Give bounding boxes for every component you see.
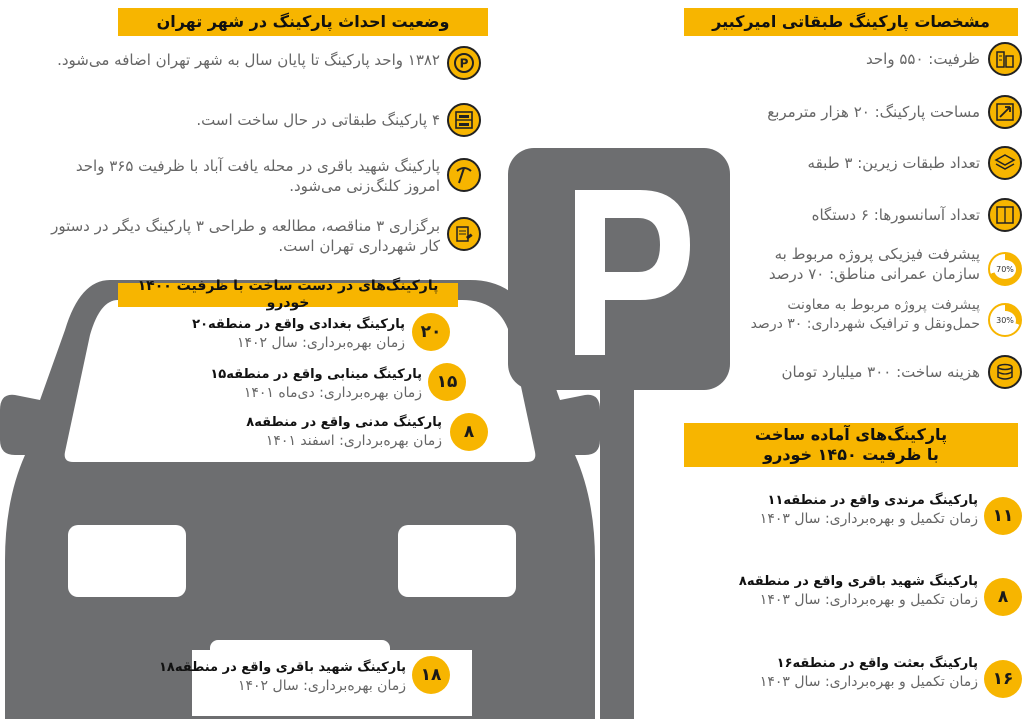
spec-text: هزینه ساخت: ۳۰۰ میلیارد تومان (781, 363, 980, 381)
car-item-text (180, 414, 442, 450)
spec-text: تعداد طبقات زیرین: ۳ طبقه (807, 154, 980, 172)
left-item-text: ۱۳۸۲ واحد پارکینگ تا پایان سال به شهر تهران اضافه می‌شود. (57, 51, 440, 69)
ready-item-title: پارکینگ بعثت واقع در منطقه۱۶ (776, 656, 978, 671)
car-item-text (160, 366, 422, 402)
car-headlight-right (398, 525, 516, 597)
ready-item-subtitle: زمان تکمیل و بهره‌برداری: سال ۱۴۰۳ (759, 591, 978, 608)
parking-sign-pole (600, 350, 634, 719)
ready-header-line1: پارکینگ‌های آماده ساخت (754, 425, 948, 444)
building-icon (988, 42, 1022, 76)
car-item-subtitle: زمان بهره‌برداری: دی‌ماه ۱۴۰۱ (243, 384, 422, 401)
ready-item-title: پارکینگ شهید باقری واقع در منطقه۸ (738, 574, 978, 589)
elevator-icon (988, 198, 1022, 232)
bottom-item-number: ۱۸ (412, 656, 450, 694)
car-item-text (150, 316, 405, 352)
ready-item-number: ۱۶ (984, 660, 1022, 698)
ready-item-subtitle: زمان تکمیل و بهره‌برداری: سال ۱۴۰۳ (759, 673, 978, 690)
bottom-item-title: پارکینگ شهید باقری واقع در منطقه۱۸ (158, 660, 406, 675)
spec-text: ظرفیت: ۵۵۰ واحد (866, 50, 980, 68)
parking-sign-board (508, 148, 730, 390)
spec-text: پیشرفت فیزیکی پروژه مربوط به سازمان عمرانی مناطق: ۷۰ درصد (768, 245, 980, 284)
car-item-subtitle: زمان بهره‌برداری: سال ۱۴۰۲ (237, 334, 405, 351)
car-item-number: ۲۰ (412, 313, 450, 351)
left-header: وضعیت احداث پارکینگ در شهر تهران (118, 8, 488, 36)
ready-item-number: ۱۱ (984, 497, 1022, 535)
ready-header-line2: با ظرفیت ۱۴۵۰ خودرو (763, 445, 939, 464)
spec-text: تعداد آسانسورها: ۶ دستگاه (811, 206, 980, 224)
car-item-subtitle: زمان بهره‌برداری: اسفند ۱۴۰۱ (265, 432, 442, 449)
bottom-item-text (150, 659, 406, 695)
ready-item-subtitle: زمان تکمیل و بهره‌برداری: سال ۱۴۰۳ (759, 510, 978, 527)
left-item-text: برگزاری ۳ مناقصه، مطالعه و طراحی ۳ پارکینگ دیگر در دستور کار شهرداری تهران است. (51, 217, 440, 256)
bottom-item-subtitle: زمان بهره‌برداری: سال ۱۴۰۲ (238, 677, 406, 694)
ready-header (684, 423, 1018, 467)
parking-p-icon (447, 46, 481, 80)
progress-70-badge: 70% (994, 260, 1016, 279)
spec-text: پیشرفت پروژه مربوط به معاونت حمل‌ونقل و ترافیک شهرداری: ۳۰ درصد (750, 297, 980, 332)
right-header: مشخصات پارکینگ طبقاتی امیرکبیر (684, 8, 1018, 36)
left-item-text: ۴ پارکینگ طبقاتی در حال ساخت است. (196, 111, 440, 129)
svg-text:P: P (459, 56, 469, 71)
ready-item-number: ۸ (984, 578, 1022, 616)
left-item-text: پارکینگ شهید باقری در محله یافت آباد با ظرفیت ۳۶۵ واحد امروز کلنگ‌زنی می‌شود. (75, 157, 440, 196)
car-item-title: پارکینگ مینابی واقع در منطقه۱۵ (210, 367, 422, 382)
area-arrow-icon (988, 95, 1022, 129)
multistorey-parking-icon (447, 103, 481, 137)
car-item-number: ۱۵ (428, 363, 466, 401)
progress-30-icon (988, 303, 1022, 337)
spec-text: مساحت پارکینگ: ۲۰ هزار مترمربع (767, 103, 980, 121)
planning-gavel-icon (447, 217, 481, 251)
car-item-title: پارکینگ بغدادی واقع در منطقه۲۰ (192, 317, 405, 332)
car-headlight-left (68, 525, 186, 597)
ready-item-text (700, 492, 978, 528)
layers-icon (988, 146, 1022, 180)
ready-item-title: پارکینگ مرندی واقع در منطقه۱۱ (767, 493, 978, 508)
progress-30-badge: 30% (994, 311, 1016, 330)
ready-item-text (700, 573, 978, 609)
car-header: پارکینگ‌های در دست ساخت با ظرفیت ۱۴۰۰ خودرو (118, 283, 458, 307)
ready-item-text (700, 655, 978, 691)
progress-70-icon (988, 252, 1022, 286)
pickaxe-icon (447, 158, 481, 192)
coins-icon (988, 355, 1022, 389)
car-item-title: پارکینگ مدنی واقع در منطقه۸ (246, 415, 442, 430)
car-item-number: ۸ (450, 413, 488, 451)
